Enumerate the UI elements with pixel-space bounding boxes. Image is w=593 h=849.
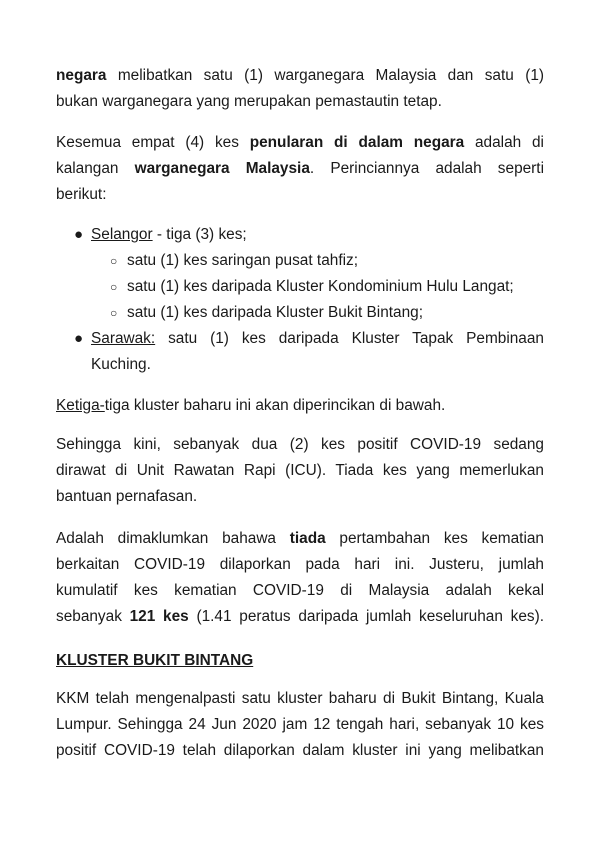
underlined-text: Ketiga- bbox=[56, 397, 105, 414]
bold-text: negara bbox=[56, 67, 107, 84]
text: Kesemua empat (4) kes bbox=[56, 134, 250, 151]
paragraph-1-line-1 bbox=[56, 63, 544, 89]
circle-bullet-icon: ○ bbox=[110, 254, 118, 268]
sub-list-item bbox=[56, 248, 544, 274]
text: sebanyak bbox=[56, 608, 130, 625]
text: melibatkan satu (1) warganegara Malaysia dan satu (1) bbox=[106, 67, 544, 84]
sub-list-item bbox=[56, 274, 544, 300]
paragraph-2-line-2 bbox=[56, 156, 544, 182]
paragraph-2-line-1 bbox=[56, 130, 544, 156]
text: (1.41 peratus daripada jumlah keseluruhan kes). bbox=[188, 608, 544, 625]
text: tiga kluster baharu ini akan diperincikan di bawah. bbox=[104, 397, 446, 414]
text: - tiga (3) kes; bbox=[152, 226, 247, 243]
text: satu (1) kes daripada Kluster Bukit Bintang; bbox=[127, 304, 423, 321]
sarawak-line-1 bbox=[91, 326, 544, 352]
paragraph-3-line-1 bbox=[56, 393, 544, 419]
paragraph-2 bbox=[56, 130, 544, 208]
state-label: Selangor bbox=[91, 226, 153, 243]
sarawak-line-2: Kuching. bbox=[91, 356, 151, 373]
text: Adalah dimaklumkan bahawa bbox=[56, 530, 290, 547]
bold-text: penularan di dalam negara bbox=[249, 134, 465, 151]
paragraph-4-line-2: dirawat di Unit Rawatan Rapi (ICU). Tiada kes yang memerlukan bbox=[56, 462, 544, 479]
paragraph-6-line-1: KKM telah mengenalpasti satu kluster baharu di Bukit Bintang, Kuala bbox=[56, 690, 544, 707]
paragraph-5-line-4 bbox=[56, 604, 544, 630]
text: satu (1) kes daripada Kluster Tapak Pembinaan bbox=[155, 330, 544, 347]
sub-list-item bbox=[56, 300, 544, 326]
paragraph-4-line-3: bantuan pernafasan. bbox=[56, 488, 198, 505]
circle-bullet-icon: ○ bbox=[110, 306, 118, 320]
paragraph-5-line-1 bbox=[56, 526, 544, 552]
paragraph-2-line-3: berikut: bbox=[56, 186, 107, 203]
paragraph-4 bbox=[56, 432, 544, 510]
list-item-sarawak bbox=[56, 326, 544, 378]
bullet-icon: ● bbox=[74, 226, 84, 243]
bold-text: 121 kes bbox=[129, 608, 189, 625]
circle-bullet-icon: ○ bbox=[110, 280, 118, 294]
section-heading: KLUSTER BUKIT BINTANG bbox=[56, 652, 254, 669]
paragraph-5-line-2: berkaitan COVID-19 dilaporkan pada hari ini. Justeru, jumlah bbox=[56, 556, 544, 573]
paragraph-6-line-3: positif COVID-19 telah dilaporkan dalam kluster ini yang melibatkan bbox=[56, 742, 544, 759]
paragraph-5-line-3: kumulatif kes kematian COVID-19 di Malaysia adalah kekal bbox=[56, 582, 544, 599]
paragraph-3 bbox=[56, 393, 544, 419]
text: satu (1) kes saringan pusat tahfiz; bbox=[127, 252, 358, 269]
paragraph-5 bbox=[56, 526, 544, 630]
text: satu (1) kes daripada Kluster Kondominium Hulu Langat; bbox=[127, 278, 514, 295]
paragraph-4-line-1: Sehingga kini, sebanyak dua (2) kes positif COVID-19 sedang bbox=[56, 436, 544, 453]
bullet-icon: ● bbox=[74, 330, 84, 347]
bold-text: warganegara Malaysia bbox=[134, 160, 310, 177]
text: pertambahan kes kematian bbox=[325, 530, 544, 547]
bullet-list bbox=[56, 222, 544, 378]
list-item-selangor bbox=[56, 222, 544, 248]
text: kalangan bbox=[56, 160, 135, 177]
paragraph-6-line-2: Lumpur. Sehingga 24 Jun 2020 jam 12 tengah hari, sebanyak 10 kes bbox=[56, 716, 544, 733]
paragraph-1-line-2: bukan warganegara yang merupakan pemastautin tetap. bbox=[56, 93, 442, 110]
text: adalah di bbox=[464, 134, 544, 151]
paragraph-6 bbox=[56, 686, 544, 764]
text: . Perinciannya adalah seperti bbox=[309, 160, 545, 177]
paragraph-1 bbox=[56, 63, 544, 115]
state-label: Sarawak: bbox=[91, 330, 156, 347]
bold-text: tiada bbox=[289, 530, 326, 547]
